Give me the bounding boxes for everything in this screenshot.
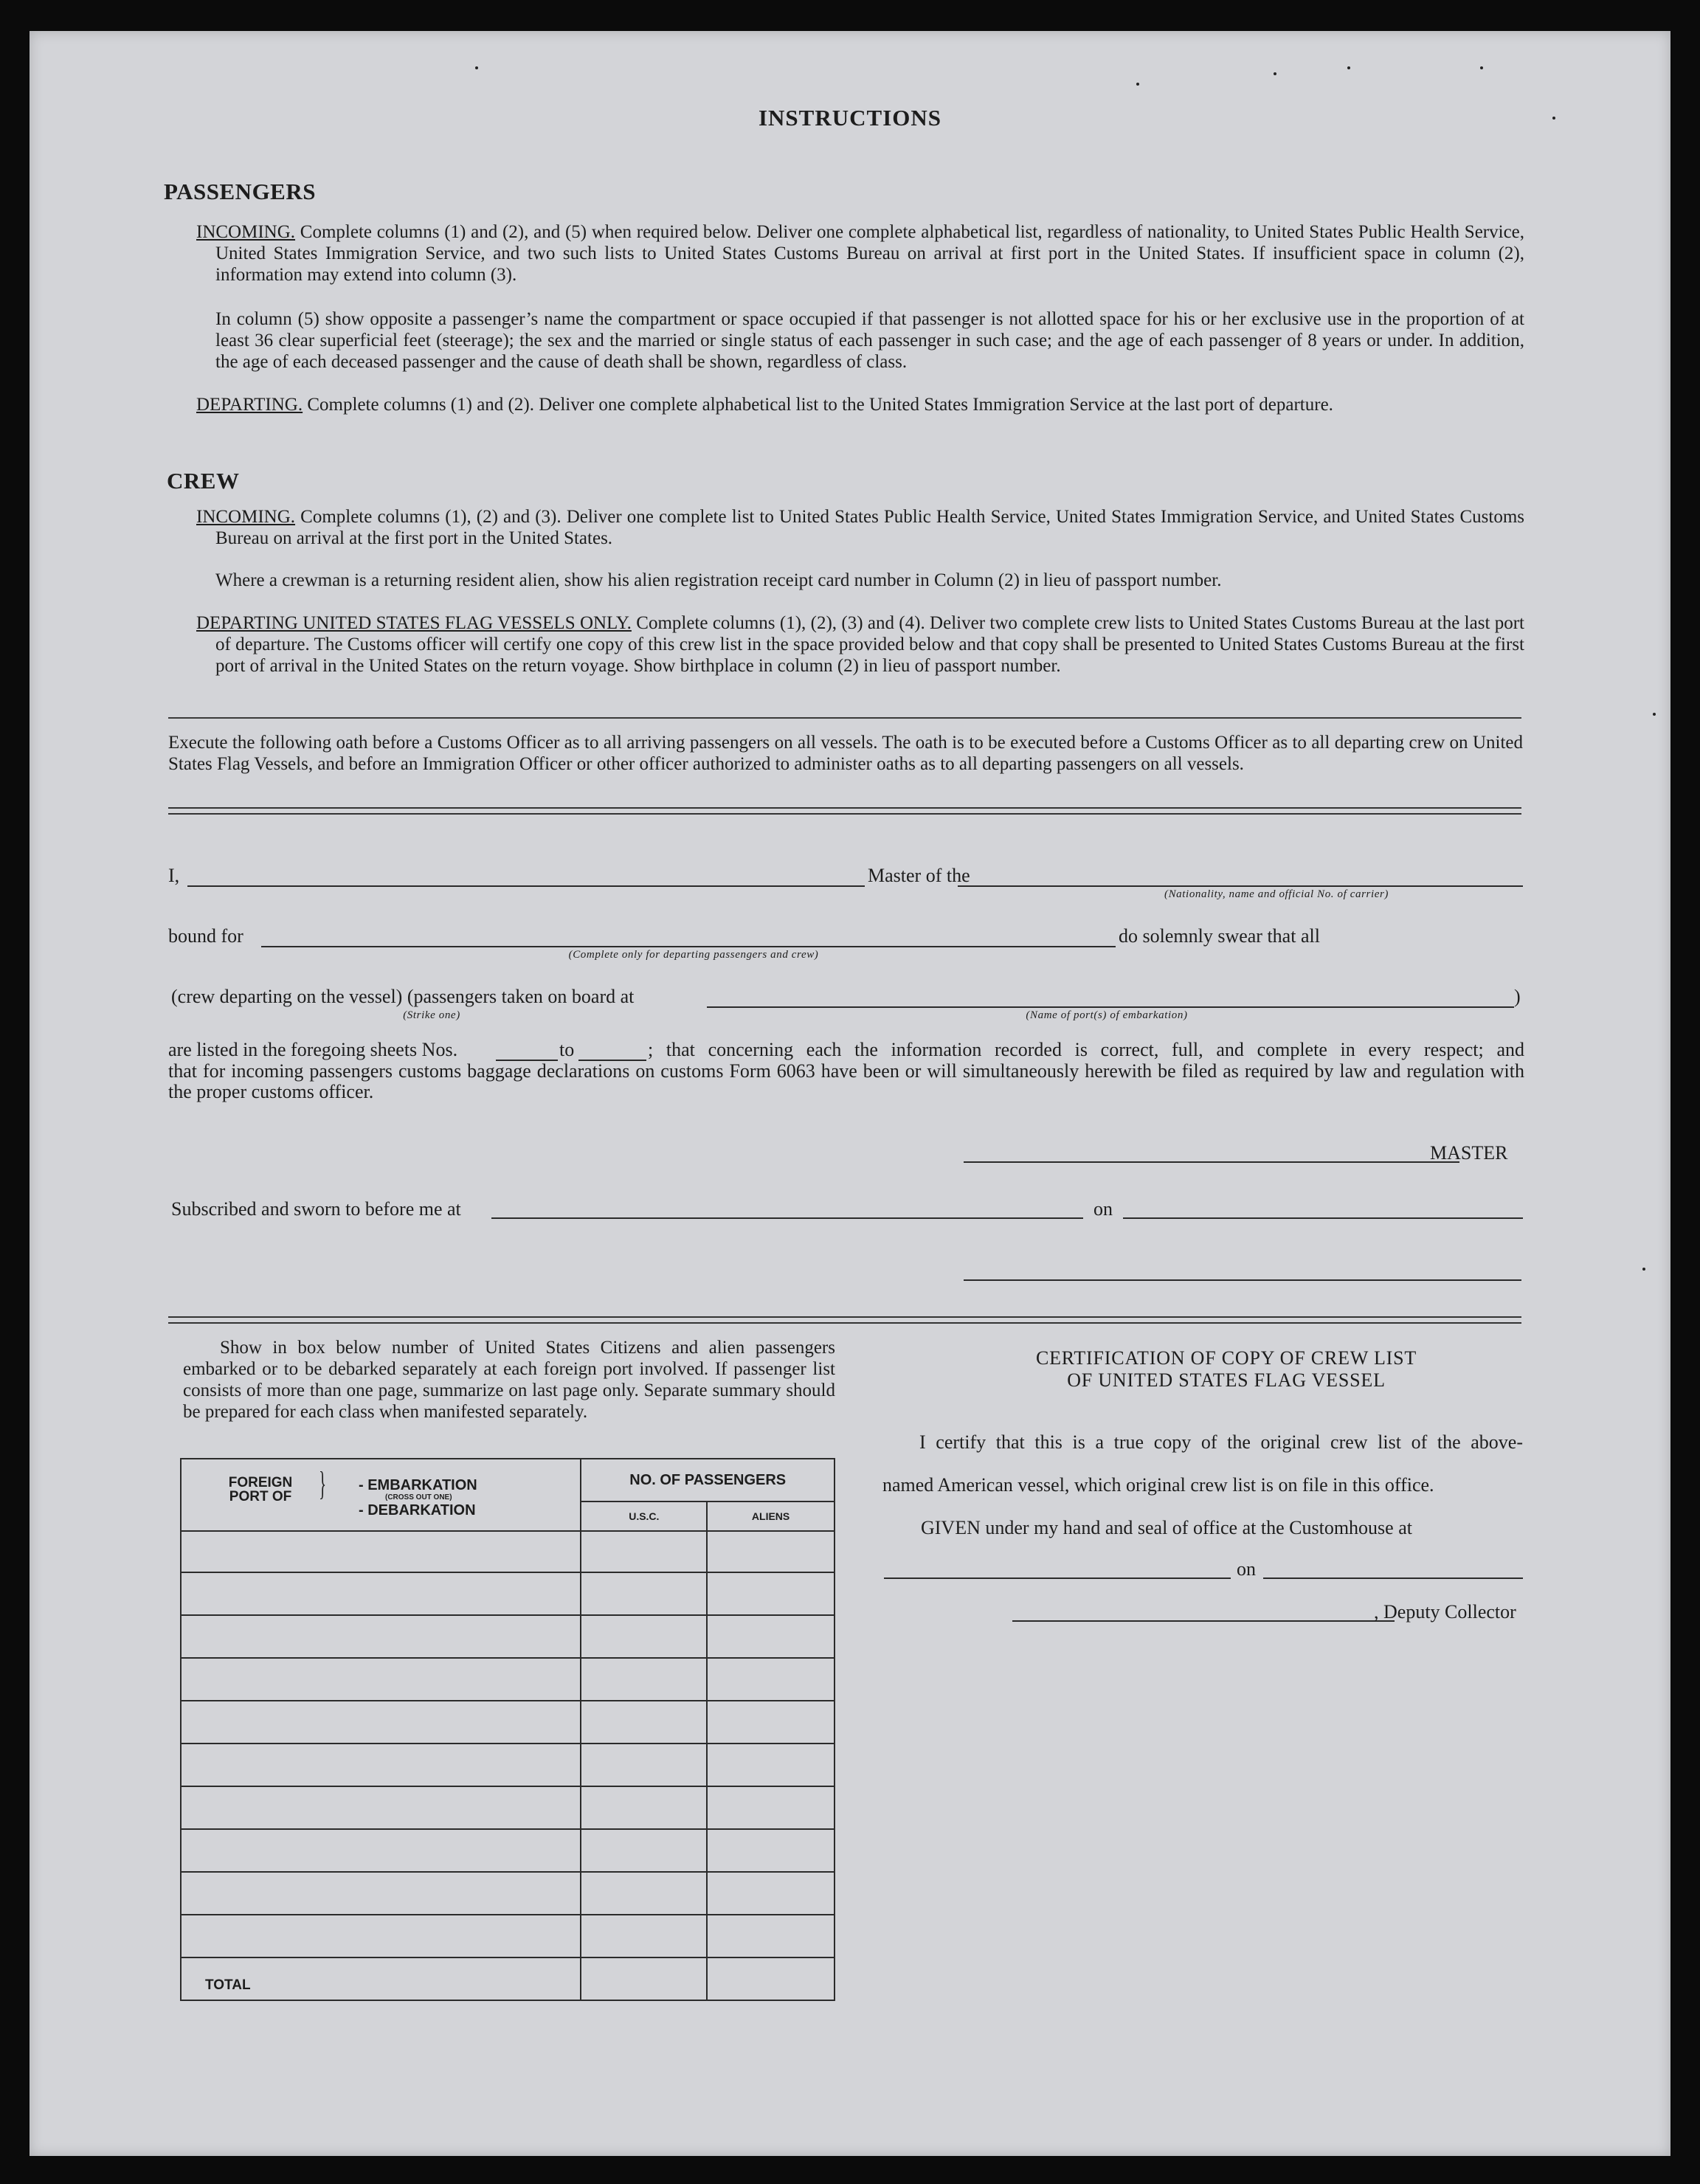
- certification-on-label: on: [1237, 1558, 1256, 1580]
- aliens-cell[interactable]: [707, 1615, 835, 1658]
- form-sheet: [30, 31, 1670, 2156]
- aliens-cell[interactable]: [707, 1786, 835, 1829]
- passengers-departing-text: Complete columns (1) and (2). Deliver one complete alphabetical list to the United States Immigration Service at the last port of departure.: [307, 395, 1333, 415]
- bound-for-field[interactable]: [261, 946, 1116, 947]
- listed-text-1: ; that concerning each the information recorded is correct, full, and complete in every respect; and: [648, 1039, 1524, 1060]
- master-signature-field[interactable]: [964, 1161, 1459, 1163]
- carrier-caption: (Nationality, name and official No. of carrier): [1164, 888, 1389, 900]
- usc-cell[interactable]: [581, 1786, 707, 1829]
- foreign-port-header: FOREIGN PORT OF: [228, 1475, 293, 1504]
- certify-line-2: named American vessel, which original crew list is on file in this office.: [882, 1474, 1434, 1496]
- crew-departing-label: (crew departing on the vessel) (passengers taken on board at: [171, 986, 635, 1007]
- bound-for-caption: (Complete only for departing passengers and crew): [568, 949, 819, 961]
- scan-speck: [1480, 66, 1483, 69]
- close-paren: ): [1514, 986, 1521, 1007]
- usc-cell[interactable]: [581, 1615, 707, 1658]
- crew-departing-text: Complete columns (1), (2), (3) and (4). Deliver two complete crew lists to United States Customs Bureau at the last port of departure. The Customs officer will certify one copy of this crew list in the space provided below and that copy shall be presented to United States Customs Bureau at the first port of arrival in the United States on the return voyage. Show birthplace in column (2) in lieu of passport number.: [215, 613, 1525, 676]
- usc-cell[interactable]: [581, 1829, 707, 1872]
- usc-cell[interactable]: [581, 1744, 707, 1786]
- carrier-field[interactable]: [958, 885, 1523, 887]
- page-title: INSTRUCTIONS: [758, 105, 941, 131]
- port-cell[interactable]: [181, 1915, 581, 1957]
- passengers-incoming-paragraph: [196, 221, 1525, 286]
- bound-for-label: bound for: [168, 925, 243, 947]
- deputy-collector-label: , Deputy Collector: [1374, 1601, 1516, 1623]
- certification-heading-line-2: OF UNITED STATES FLAG VESSEL: [1067, 1369, 1386, 1391]
- subscribed-label: Subscribed and sworn to before me at: [171, 1198, 461, 1220]
- aliens-cell[interactable]: [707, 1701, 835, 1744]
- crew-incoming-text: Complete columns (1), (2) and (3). Deliver one complete list to United States Public Health Service, United States Immigration Service, and United States Customs Bureau on arrival at the first port in the United States.: [215, 507, 1525, 548]
- deputy-signature-field[interactable]: [1012, 1620, 1395, 1622]
- usc-total-cell[interactable]: [581, 1957, 707, 2000]
- passenger-summary-table: [180, 1458, 835, 2001]
- aliens-header: ALIENS: [707, 1502, 835, 1531]
- port-cell[interactable]: [181, 1615, 581, 1658]
- brace-icon: }: [319, 1465, 327, 1502]
- port-cell[interactable]: [181, 1701, 581, 1744]
- scan-speck: [475, 66, 478, 69]
- certification-heading: [909, 1347, 1544, 1392]
- usc-cell[interactable]: [581, 1872, 707, 1915]
- section-divider: [168, 717, 1521, 719]
- usc-header: U.S.C.: [581, 1502, 707, 1531]
- embarkation-ports-field[interactable]: [707, 1006, 1514, 1008]
- scan-speck: [1347, 66, 1350, 69]
- master-name-field[interactable]: [187, 885, 865, 887]
- listed-to-label: to: [559, 1039, 575, 1060]
- total-label: TOTAL: [181, 1957, 581, 2000]
- crew-incoming-paragraph: [196, 506, 1525, 549]
- crew-departing-label: DEPARTING UNITED STATES FLAG VESSELS ONLY.: [196, 613, 632, 633]
- subscribed-date-field[interactable]: [1123, 1217, 1523, 1219]
- scan-speck: [1136, 83, 1139, 86]
- passengers-incoming-label: INCOMING.: [196, 222, 296, 242]
- passengers-column5-paragraph: In column (5) show opposite a passenger’s name the compartment or space occupied if that passenger is not allotted space for his or her exclusive use in the proportion of at least 36 clear superficial feet (steerage); the sex and the married or single status of each passenger in such case; and the age of each passenger of 8 years or under. In addition, the age of each deceased passenger and the cause of death shall be shown, regardless of class.: [215, 309, 1524, 372]
- oath-instructions: Execute the following oath before a Customs Officer as to all arriving passengers on all vessels. The oath is to be executed before a Customs Officer as to all departing crew on United States Flag Vessels, and before an Immigration Officer or other officer authorized to administer oaths as to all departing passengers on all vessels.: [168, 733, 1523, 774]
- debarkation-header: - DEBARKATION: [359, 1502, 476, 1518]
- scan-speck: [1642, 1268, 1645, 1271]
- usc-cell[interactable]: [581, 1915, 707, 1957]
- scan-speck: [1274, 72, 1276, 75]
- officer-signature-field[interactable]: [964, 1279, 1521, 1281]
- double-rule-bottom: [168, 1316, 1521, 1324]
- listed-text-2: that for incoming passengers customs baggage declarations on customs Form 6063 have been or will simultaneously herewith be filed as required by law and regulation with the proper customs officer.: [168, 1060, 1524, 1102]
- scan-speck: [1552, 117, 1555, 120]
- port-cell[interactable]: [181, 1872, 581, 1915]
- customhouse-field[interactable]: [884, 1577, 1231, 1579]
- usc-cell[interactable]: [581, 1658, 707, 1701]
- strike-one-caption: (Strike one): [403, 1009, 460, 1021]
- oath-i-label: I,: [168, 865, 180, 886]
- port-cell[interactable]: [181, 1786, 581, 1829]
- summary-port-header: [181, 1459, 581, 1531]
- usc-cell[interactable]: [581, 1572, 707, 1615]
- port-cell[interactable]: [181, 1531, 581, 1572]
- port-cell[interactable]: [181, 1658, 581, 1701]
- subscribed-on-label: on: [1093, 1198, 1113, 1220]
- aliens-cell[interactable]: [707, 1658, 835, 1701]
- usc-cell[interactable]: [581, 1701, 707, 1744]
- cross-out-note: (CROSS OUT ONE): [385, 1493, 452, 1502]
- given-label: GIVEN under my hand and seal of office at the Customhouse at: [921, 1517, 1412, 1538]
- aliens-cell[interactable]: [707, 1744, 835, 1786]
- scan-speck: [1653, 713, 1656, 716]
- embarkation-header: - EMBARKATION: [359, 1477, 477, 1493]
- port-cell[interactable]: [181, 1744, 581, 1786]
- subscribed-place-field[interactable]: [491, 1217, 1083, 1219]
- crew-departing-paragraph: [196, 612, 1525, 677]
- certification-heading-line-1: CERTIFICATION OF COPY OF CREW LIST: [1035, 1347, 1417, 1369]
- summary-instructions: Show in box below number of United States Citizens and alien passengers embarked or to be debarked separately at each foreign port involved. If passenger list consists of more than one page, summarize on last page only. Separate summary should be prepared for each class when manifested separately.: [183, 1338, 835, 1422]
- aliens-cell[interactable]: [707, 1915, 835, 1957]
- no-passengers-header: NO. OF PASSENGERS: [581, 1459, 835, 1502]
- port-cell[interactable]: [181, 1572, 581, 1615]
- ports-caption: (Name of port(s) of embarkation): [1026, 1009, 1188, 1021]
- crew-resident-paragraph: Where a crewman is a returning resident alien, show his alien registration receipt card number in Column (2) in lieu of passport number.: [215, 570, 1222, 590]
- master-label: MASTER: [1430, 1142, 1508, 1164]
- aliens-cell[interactable]: [707, 1572, 835, 1615]
- usc-cell[interactable]: [581, 1531, 707, 1572]
- certification-date-field[interactable]: [1263, 1577, 1523, 1579]
- master-of-label: Master of the: [868, 865, 970, 886]
- double-rule-top: [168, 807, 1521, 815]
- certify-line-1: I certify that this is a true copy of the original crew list of the above-: [919, 1431, 1523, 1453]
- aliens-cell[interactable]: [707, 1872, 835, 1915]
- passengers-departing-paragraph: [196, 394, 1524, 415]
- passengers-incoming-text: Complete columns (1) and (2), and (5) when required below. Deliver one complete alphabetical list, regardless of nationality, to United States Public Health Service, United States Immigration Service, and two such lists to United States Customs Bureau on arrival at first port in the United States. If insufficient space in column (2), information may extend into column (3).: [215, 222, 1525, 285]
- swear-label: do solemnly swear that all: [1119, 925, 1320, 947]
- crew-incoming-label: INCOMING.: [196, 507, 296, 527]
- crew-heading: CREW: [167, 468, 240, 494]
- aliens-cell[interactable]: [707, 1829, 835, 1872]
- listed-label: are listed in the foregoing sheets Nos.: [168, 1039, 458, 1060]
- passengers-heading: PASSENGERS: [164, 179, 316, 204]
- passengers-departing-label: DEPARTING.: [196, 395, 303, 415]
- aliens-total-cell[interactable]: [707, 1957, 835, 2000]
- port-cell[interactable]: [181, 1829, 581, 1872]
- aliens-cell[interactable]: [707, 1531, 835, 1572]
